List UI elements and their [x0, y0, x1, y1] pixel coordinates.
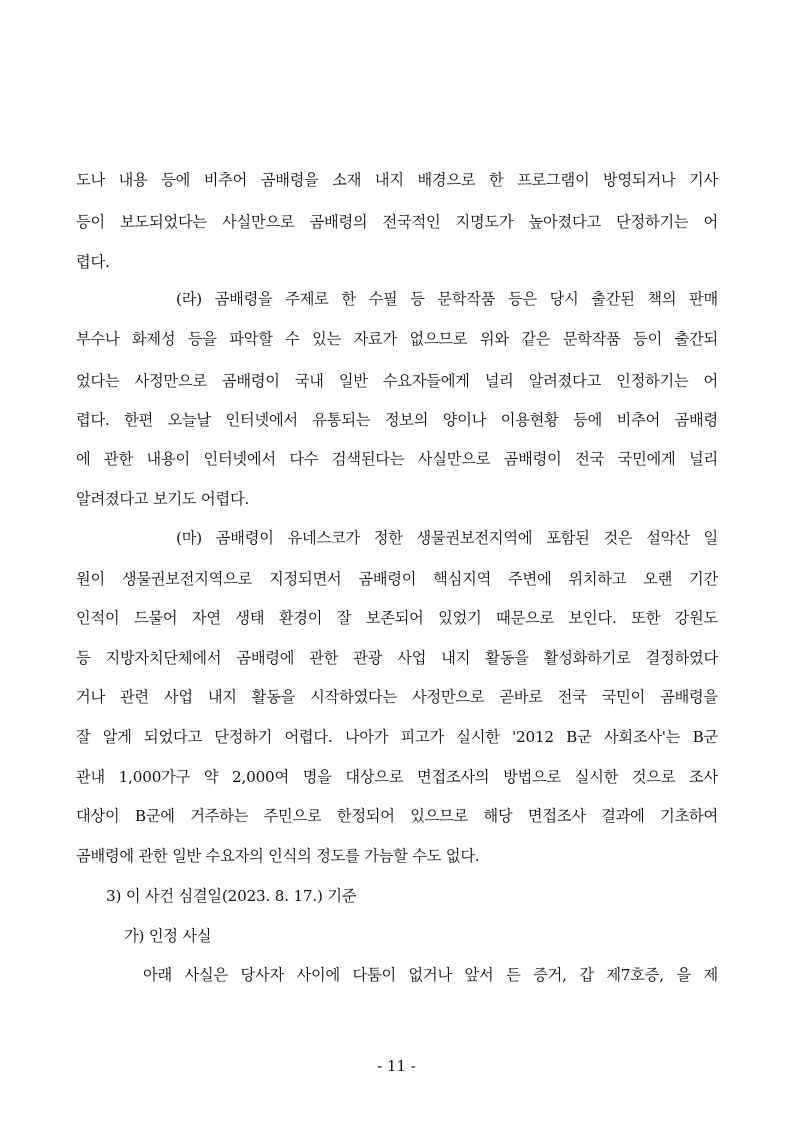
text-line: 었다는 사정만으로 곰배령이 국내 일반 수요자들에게 널리 알려졌다고 인정하기는 어	[76, 372, 718, 390]
text-line: 인적이 드물어 자연 생태 환경이 잘 보존되어 있었기 때문으로 보인다. 또한 강원도	[76, 609, 718, 627]
text-line: 곰배령에 관한 일반 수요자의 인식의 정도를 가늠할 수도 없다.	[76, 847, 480, 865]
text-line: 에 관한 내용이 인터넷에서 다수 검색된다는 사실만으로 곰배령이 전국 국민에게 널리	[76, 450, 718, 468]
text-line: 알려졌다고 보기도 어렵다.	[76, 490, 250, 508]
page-number: - 11 -	[377, 1057, 416, 1075]
paragraph-ra-start: (라) 곰배령을 주제로 한 수필 등 문학작품 등은 당시 출간된 책의 판매	[176, 290, 718, 308]
text-line: 원이 생물권보전지역으로 지정되면서 곰배령이 핵심지역 주변에 위치하고 오랜 기간	[76, 570, 718, 588]
text-line: 잘 알게 되었다고 단정하기 어렵다. 나아가 피고가 실시한 '2012 B군 사회조사'는 B군	[76, 728, 718, 746]
section-heading: 3) 이 사건 심결일(2023. 8. 17.) 기준	[106, 887, 357, 905]
text-line: 대상이 B군에 거주하는 주민으로 한정되어 있으므로 해당 면접조사 결과에 기초하여	[76, 807, 718, 825]
text-line: 렵다. 한편 오늘날 인터넷에서 유통되는 정보의 양이나 이용현황 등에 비추어 곰배령	[76, 411, 718, 429]
paragraph-ma-start: (마) 곰배령이 유네스코가 정한 생물권보전지역에 포함된 것은 설악산 일	[176, 529, 718, 547]
text-line: 등이 보도되었다는 사실만으로 곰배령의 전국적인 지명도가 높아졌다고 단정하기는 어	[76, 213, 718, 231]
text-line: 아래 사실은 당사자 사이에 다툼이 없거나 앞서 든 증거, 갑 제7호증, 을 제	[143, 966, 718, 984]
subsection-heading: 가) 인정 사실	[124, 927, 212, 945]
text-line: 등 지방자치단체에서 곰배령에 관한 관광 사업 내지 활동을 활성화하기로 결정하였다	[76, 649, 718, 667]
text-line: 부수나 화제성 등을 파악할 수 있는 자료가 없으므로 위와 같은 문학작품 등이 출간되	[76, 330, 718, 348]
text-line: 도나 내용 등에 비추어 곰배령을 소재 내지 배경으로 한 프로그램이 방영되거나 기사	[76, 171, 718, 189]
text-line: 관내 1,000가구 약 2,000여 명을 대상으로 면접조사의 방법으로 실시한 것으로 조사	[76, 768, 718, 786]
text-line: 거나 관련 사업 내지 활동을 시작하였다는 사정만으로 곧바로 전국 국민이 곰배령을	[76, 688, 718, 706]
text-line: 렵다.	[76, 253, 110, 271]
